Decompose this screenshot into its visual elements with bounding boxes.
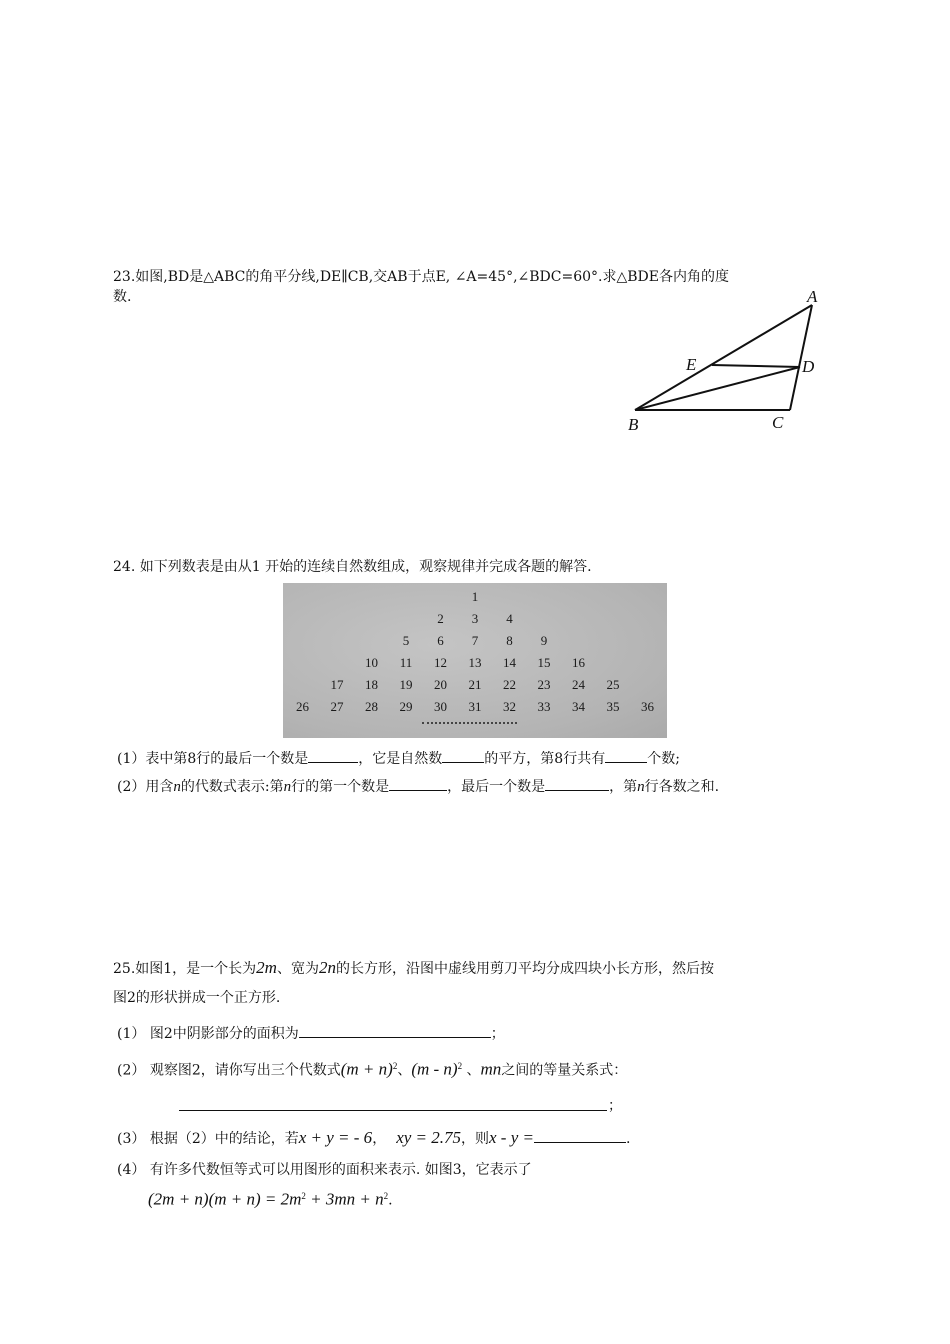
table-number: 7 (471, 633, 479, 648)
table-number: 18 (365, 677, 378, 692)
table-number: 24 (572, 677, 585, 692)
table-number: 25 (606, 677, 620, 692)
table-number: 23 (537, 677, 551, 692)
table-number: 31 (468, 699, 482, 714)
answer-blank-shaded-area[interactable] (299, 1025, 491, 1038)
answer-blank-first-number[interactable] (389, 778, 447, 791)
q25-identity: $(2m + n)(m + n) = 2m^2 + 3mn + n^2$. (148, 1189, 393, 1209)
table-number: 13 (468, 655, 482, 670)
answer-blank-square-root[interactable] (442, 750, 484, 763)
table-number: 10 (365, 655, 378, 670)
q24-intro: 24. 如下列数表是由从1 开始的连续自然数组成，观察规律并完成各题的解答. (113, 559, 592, 575)
q23-line2: 数. (113, 289, 132, 305)
answer-blank-last-number[interactable] (308, 750, 358, 763)
q25-part2: (2） 观察图2，请你写出三个代数式$(m + n)^2$、(m - n)$^2$ 、mn之间的等量关系式： (117, 1059, 628, 1079)
table-number: 11 (399, 655, 413, 670)
q25-part4: (4） 有许多代数恒等式可以用图形的面积来表示. 如图3，它表示了 (117, 1162, 532, 1178)
q25-part3: (3） 根据（2）中的结论，若x + y = - 6， xy = 2.75，则x - y = . (117, 1128, 631, 1147)
q25-line2: 图2的形状拼成一个正方形. (113, 990, 281, 1006)
table-number: 30 (434, 699, 447, 714)
label-b: B (628, 415, 639, 434)
table-number: 3 (471, 611, 479, 626)
label-c: C (772, 413, 784, 432)
table-number: 34 (572, 699, 585, 714)
label-e: E (686, 355, 697, 374)
triangle-figure (620, 285, 850, 435)
q25-line1: 25.如图1，是一个长为2m、宽为2n的长方形，沿图中虚线用剪刀平均分成四块小长方形，然后按 (113, 958, 714, 977)
table-number: 15 (537, 655, 551, 670)
table-number: 29 (399, 699, 413, 714)
table-number: 19 (399, 677, 413, 692)
answer-blank-last-number-n[interactable] (545, 778, 609, 791)
segment-ed (712, 365, 800, 367)
segment-bd (635, 367, 800, 410)
table-number: 32 (503, 699, 516, 714)
q24-sub2: (2）用含n的代数式表示:第n行的第一个数是 ，最后一个数是 ，第n行各数之和. (117, 779, 720, 795)
table-number: 33 (537, 699, 551, 714)
table-number: 28 (365, 699, 378, 714)
table-number: 26 (296, 699, 309, 714)
q23-line1: 23.如图,BD是△ABC的角平分线,DE∥CB,交AB于点E, ∠A=45°,∠BDC=60°.求△BDE各内角的度 (113, 269, 729, 285)
table-number: 35 (606, 699, 620, 714)
table-number: 8 (506, 633, 513, 648)
q24-sub1: (1）表中第8行的最后一个数是 ，它是自然数 的平方，第8行共有 个数; (117, 751, 680, 767)
table-number: 9 (540, 633, 548, 648)
table-number: 2 (437, 611, 444, 626)
table-number: 16 (572, 655, 585, 670)
q25-part1: (1） 图2中阴影部分的面积为 ； (117, 1026, 505, 1042)
table-number: 27 (330, 699, 344, 714)
answer-line-relation[interactable] (179, 1110, 607, 1111)
number-table-photo (283, 583, 667, 738)
label-d: D (802, 357, 815, 376)
table-number: 22 (503, 677, 516, 692)
table-number: 17 (330, 677, 344, 692)
table-number: 6 (437, 633, 444, 648)
segment-ba (635, 305, 812, 410)
table-number: 12 (434, 655, 447, 670)
continuation-dots (422, 722, 517, 724)
answer-blank-count[interactable] (605, 750, 647, 763)
table-number: 5 (402, 633, 410, 648)
relation-semicolon: ； (608, 1098, 622, 1114)
table-number: 20 (434, 677, 447, 692)
table-number: 21 (468, 677, 482, 692)
table-number: 36 (641, 699, 654, 714)
table-number: 14 (503, 655, 516, 670)
table-number: 1 (471, 589, 479, 604)
table-number: 4 (506, 611, 513, 626)
label-a: A (807, 287, 818, 306)
answer-blank-x-minus-y[interactable] (534, 1130, 626, 1143)
